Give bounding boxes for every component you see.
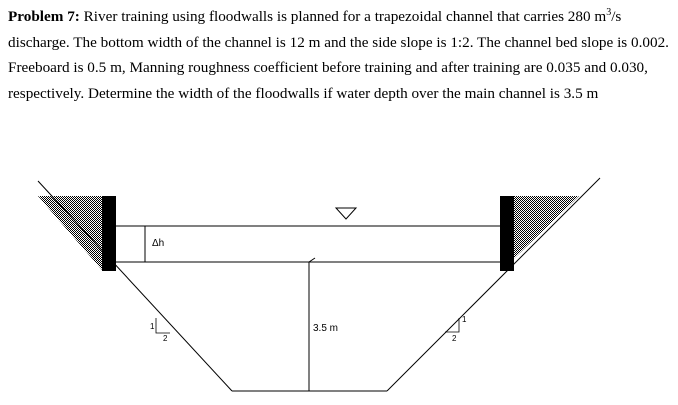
right-slope-indicator xyxy=(445,318,459,332)
right-floodwall xyxy=(500,196,514,271)
channel-right-side xyxy=(387,178,600,391)
right-slope-vertical-label: 1 xyxy=(462,315,467,324)
water-surface-symbol-icon xyxy=(336,208,356,219)
left-floodwall xyxy=(102,196,116,271)
problem-text-part2: /s discharge. The bottom width of the channel is 12 m and the side slope is 1:2. The channel bed slope is 0.002. Freeboard is 0.5 m, Manning roughness coefficient before training and after training are 0.035 and 0.030, respectively. Determine the width of the floodwalls if water depth over the main channel is 3.5 m xyxy=(8,8,669,102)
cubic-superscript: 3 xyxy=(606,7,612,18)
problem-text-part1: River training using floodwalls is planned for a trapezoidal channel that carries 280 m xyxy=(79,8,607,25)
right-slope-horizontal-label: 2 xyxy=(452,334,457,343)
left-slope-indicator xyxy=(156,318,170,333)
left-slope-vertical-label: 1 xyxy=(150,322,155,331)
channel-left-side xyxy=(38,181,232,391)
problem-heading: Problem 7: xyxy=(8,8,80,25)
depth-label: 3.5 m xyxy=(313,323,339,334)
delta-h-label: Δh xyxy=(152,238,165,249)
depth-dim-arrow-top xyxy=(309,258,315,262)
left-bank-hatch xyxy=(38,196,102,270)
left-slope-horizontal-label: 2 xyxy=(163,334,168,343)
